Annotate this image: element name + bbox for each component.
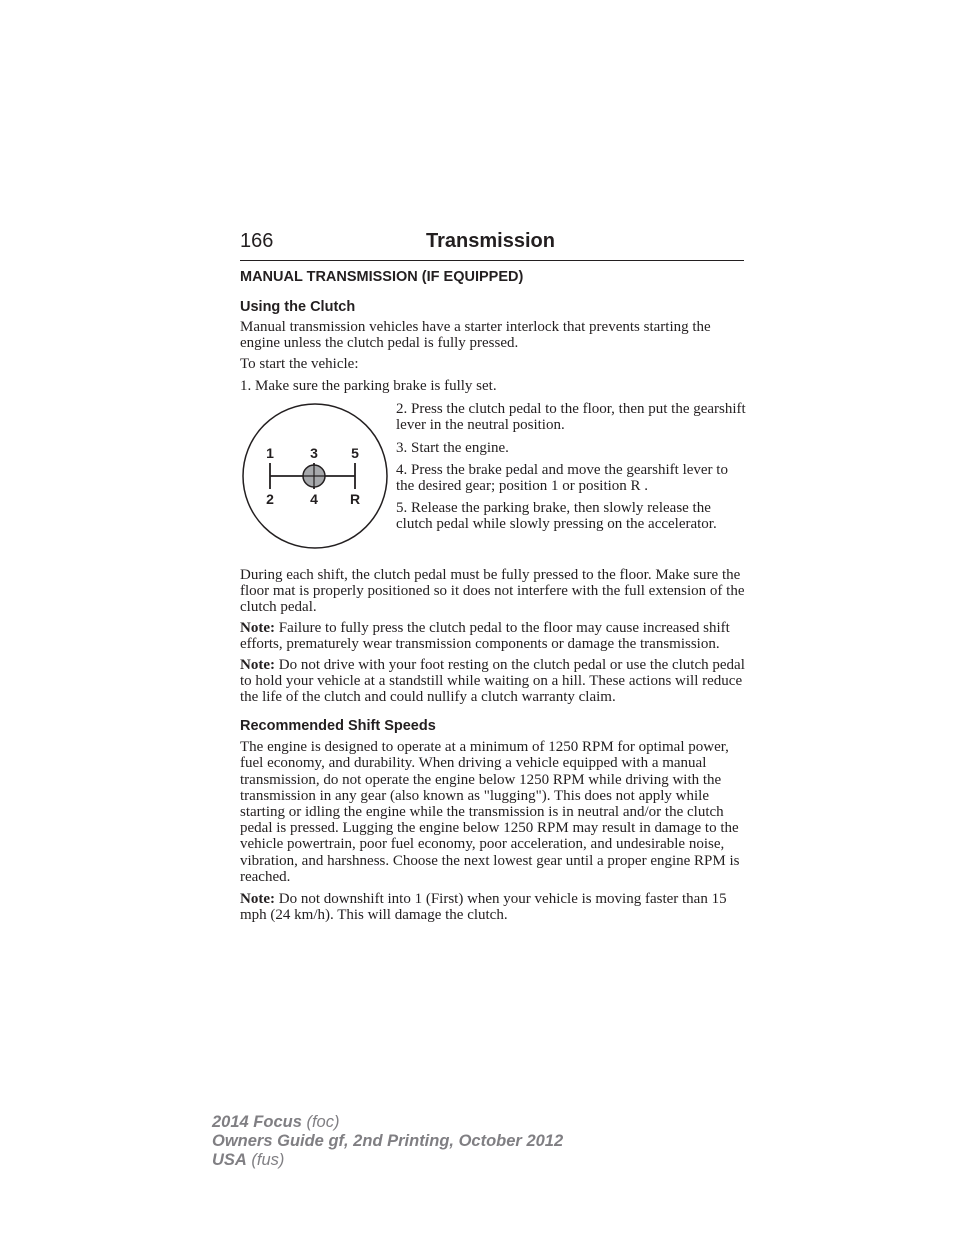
start-steps [396,402,746,539]
section-title: Transmission [426,230,555,252]
gear-label-3: 3 [310,445,318,462]
shift-speeds-subheading: Recommended Shift Speeds [240,718,436,735]
gear-label-R: R [349,491,361,508]
footer-printing: Owners Guide gf, 2nd Printing, October 2012 [212,1132,564,1150]
gear-label-2: 2 [266,491,274,508]
note-1 [240,621,746,652]
footer-model-code: (foc) [301,1113,340,1131]
during-shift-text: During each shift, the clutch pedal must be fully pressed to the floor. Make sure the floor mat is properly positioned so it does not interfere with the full extension of the clutch pedal. [240,567,745,615]
to-start-text: To start the vehicle: [240,356,359,373]
note-1-label: Note: [240,620,275,637]
footer-line-3 [212,1151,563,1170]
gear-label-1: 1 [266,445,274,462]
footer-line-2 [212,1132,563,1151]
step-4: 4. Press the brake pedal and move the gearshift lever to the desired gear; position 1 or position R . [396,462,728,494]
note-3 [240,891,746,923]
step-5: 5. Release the parking brake, then slowly release the clutch pedal while slowly pressing on the accelerator. [396,500,717,532]
page-footer [212,1113,563,1170]
page-content [240,268,746,929]
note-3-text: Do not downshift into 1 (First) when your vehicle is moving faster than 15 mph (24 km/h). This will damage the clutch. [240,890,727,924]
footer-market-code: (fus) [246,1151,285,1169]
gear-shift-pattern-diagram [240,402,390,552]
clutch-subheading: Using the Clutch [240,299,356,315]
main-heading: MANUAL TRANSMISSION (IF EQUIPPED) [240,269,524,285]
page-number: 166 [240,230,274,252]
note-2-label: Note: [240,657,275,674]
step-1: 1. Make sure the parking brake is fully set. [240,377,497,394]
gear-label-5: 5 [351,445,359,462]
shift-figure-row [240,402,746,564]
step-2: 2. Press the clutch pedal to the floor, then put the gearshift lever in the neutral position. [396,401,746,433]
note-2-text: Do not drive with your foot resting on the clutch pedal or use the clutch pedal to hold your vehicle at a standstill while waiting on a hill. These actions will reduce the life of the clutch and could nullify a clutch warranty claim. [240,657,745,705]
page-header [240,229,744,261]
footer-line-1 [212,1113,563,1132]
footer-market: USA [212,1151,247,1169]
clutch-intro: Manual transmission vehicles have a starter interlock that prevents starting the engine unless the clutch pedal is fully pressed. [240,319,711,351]
step-3: 3. Start the engine. [396,439,509,456]
note-1-text: Failure to fully press the clutch pedal to the floor may cause increased shift efforts, prematurely wear transmission components or damage the transmission. [240,620,730,652]
shift-speeds-body: The engine is designed to operate at a minimum of 1250 RPM for optimal power, fuel economy, and durability. When driving a vehicle equipped with a manual transmission, do not operate the engine below 1250 RPM while driving with the transmission in any gear (also known as "lugging"). This does not apply while starting or idling the engine while the transmission is in neutral and/or the clutch pedal is pressed. Lugging the engine below 1250 RPM may result in damage to the vehicle powertrain, poor fuel economy, poor acceleration, and undesirable noise, vibration, and harshness. Choose the next lowest gear until a proper engine RPM is reached. [240,739,740,885]
footer-model: 2014 Focus [212,1113,302,1131]
note-3-label: Note: [240,890,275,907]
note-2 [240,658,746,705]
gear-label-4: 4 [310,491,318,508]
